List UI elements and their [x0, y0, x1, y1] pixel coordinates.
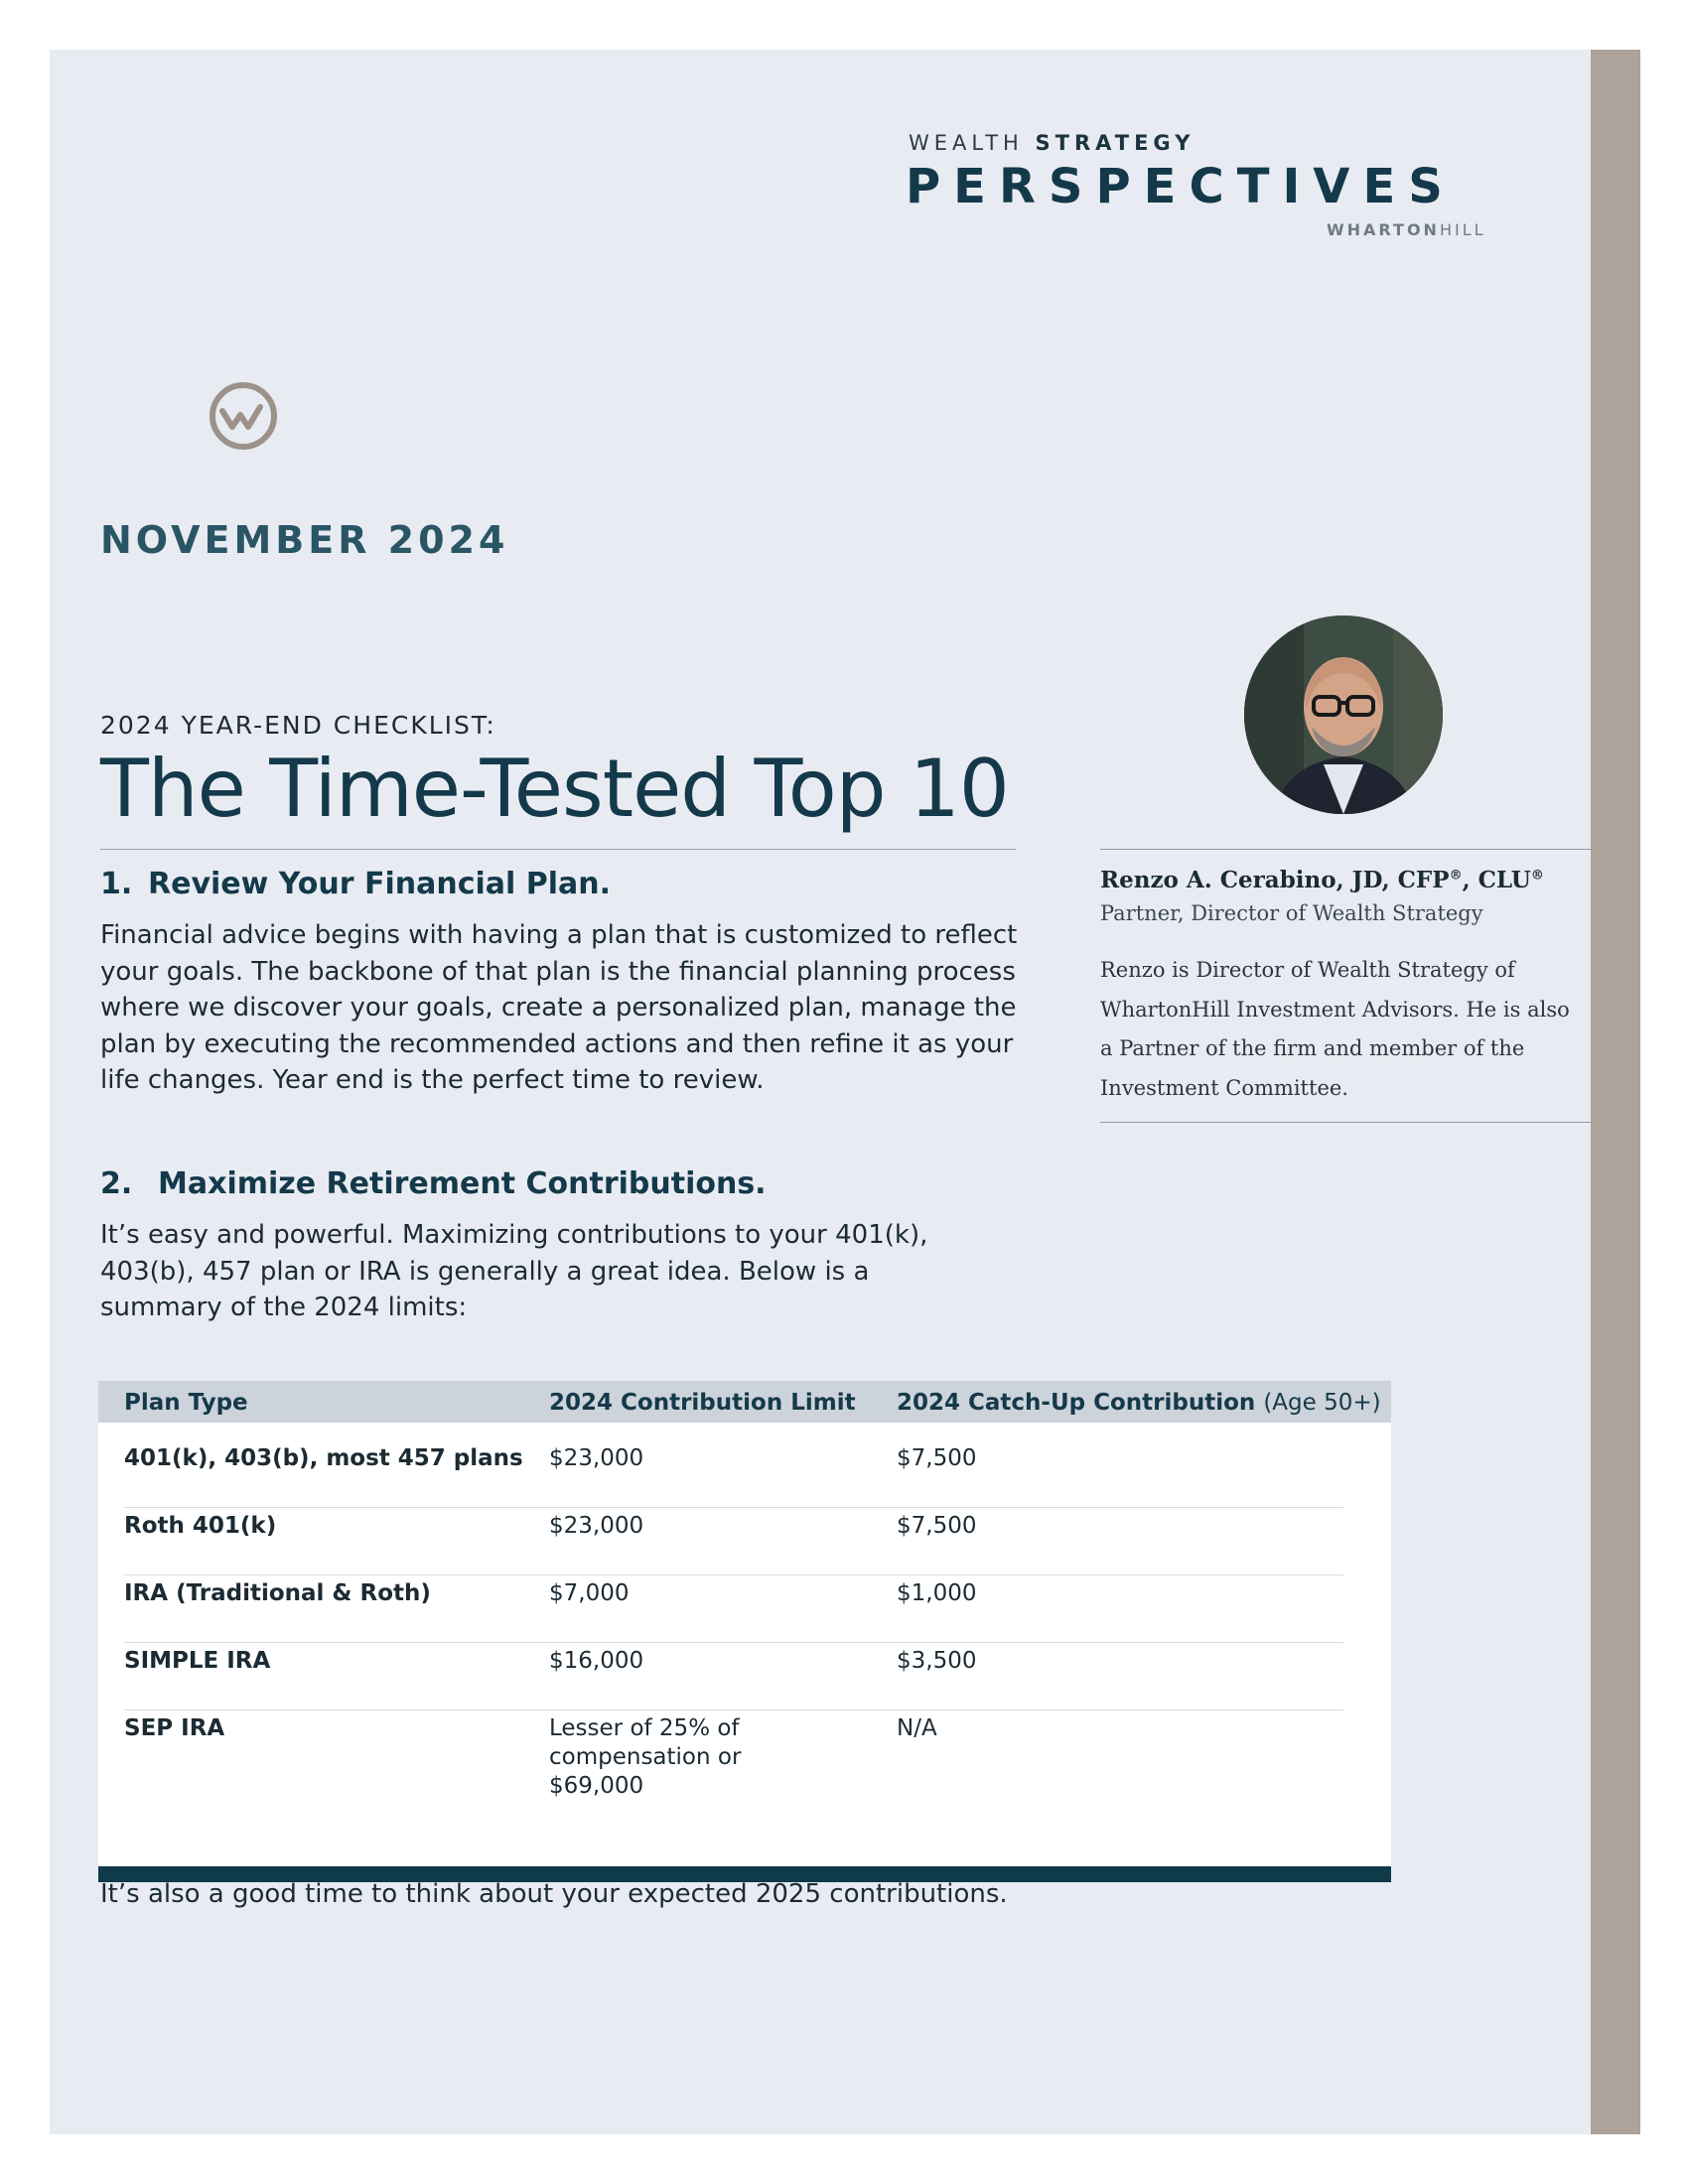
masthead-kicker: [909, 131, 1195, 155]
cell-plan: Roth 401(k): [124, 1513, 277, 1539]
cell-plan: IRA (Traditional & Roth): [124, 1580, 431, 1606]
table-body: [98, 1423, 1391, 1866]
masthead-title: PERSPECTIVES: [906, 159, 1456, 214]
header-catch-up-label: 2024 Catch-Up Contribution: [897, 1390, 1256, 1416]
section-1-heading: [100, 867, 611, 901]
cell-catchup: $7,500: [897, 1445, 977, 1471]
section-1-body: Financial advice begins with having a plan that is customized to reflect your goals. The backbone of that plan is the financial planning process where we discover your goals, create a personalized plan, manage the plan by executing the recommended actions and then refine it as your life changes. Year end is the perfect time to review.: [100, 920, 1018, 1095]
author-role: Partner, Director of Wealth Strategy: [1100, 901, 1483, 925]
cell-catchup: $1,000: [897, 1580, 977, 1606]
header-catch-up-note: (Age 50+): [1263, 1390, 1381, 1416]
masthead-kicker-light: WEALTH: [909, 131, 1024, 155]
table-row: [124, 1423, 1443, 1490]
header-catch-up: [897, 1390, 1381, 1416]
masthead-brand: [1327, 220, 1486, 239]
header-plan-type: Plan Type: [124, 1390, 248, 1416]
section-2-body: It’s easy and powerful. Maximizing contributions to your 401(k), 403(b), 457 plan or IRA is generally a great idea. Below is a summary of the 2024 limits:: [100, 1220, 928, 1322]
author-bottom-rule: [1100, 1122, 1591, 1123]
author-reg-mark-2: ®: [1530, 868, 1544, 884]
whartonhill-w-logo-icon: [209, 381, 278, 451]
table-row: [124, 1625, 1443, 1693]
article-kicker: 2024 YEAR-END CHECKLIST:: [100, 711, 496, 740]
author-name-suffix: , CLU: [1462, 867, 1531, 893]
section-2-number: 2.: [100, 1166, 133, 1201]
author-portrait-icon: [1244, 615, 1443, 814]
author-bio: Renzo is Director of Wealth Strategy of WhartonHill Investment Advisors. He is also a Partner of the firm and member of the Investment Committee.: [1100, 958, 1570, 1100]
masthead-brand-bold: WHARTON: [1327, 220, 1440, 239]
cell-plan: SIMPLE IRA: [124, 1648, 271, 1674]
section-1-number: 1.: [100, 867, 133, 901]
table-row: [124, 1693, 1443, 1832]
author-reg-mark: ®: [1449, 868, 1463, 884]
issue-date: NOVEMBER 2024: [100, 518, 509, 562]
cell-catchup: $7,500: [897, 1513, 977, 1539]
cell-limit: $7,000: [549, 1580, 630, 1606]
side-accent-bar: [1591, 50, 1640, 2134]
closing-text: It’s also a good time to think about your expected 2025 contributions.: [100, 1879, 1008, 1909]
cell-plan: 401(k), 403(b), most 457 plans: [124, 1445, 523, 1471]
header-contribution-limit: 2024 Contribution Limit: [549, 1390, 856, 1416]
table-header: [98, 1381, 1391, 1423]
cell-limit: Lesser of 25% of compensation or $69,000: [549, 1715, 742, 1799]
table-row: [124, 1558, 1443, 1625]
author-photo: [1244, 615, 1443, 814]
cell-catchup: $3,500: [897, 1648, 977, 1674]
masthead-brand-light: HILL: [1439, 220, 1486, 239]
cell-limit: $23,000: [549, 1513, 644, 1539]
section-2-heading: [100, 1166, 767, 1201]
article-title: The Time-Tested Top 10: [100, 743, 1009, 835]
author-top-rule: [1100, 849, 1591, 850]
table-row: [124, 1490, 1443, 1558]
contribution-limits-table: [98, 1381, 1391, 1882]
cell-plan: SEP IRA: [124, 1715, 225, 1741]
section-1-title: Review Your Financial Plan.: [148, 867, 612, 901]
section-2-title: Maximize Retirement Contributions.: [158, 1166, 767, 1201]
masthead-kicker-bold: STRATEGY: [1035, 131, 1196, 155]
author-name-main: Renzo A. Cerabino, JD, CFP: [1100, 867, 1450, 893]
cell-limit: $16,000: [549, 1648, 644, 1674]
author-name: [1100, 867, 1544, 893]
cell-catchup: N/A: [897, 1715, 937, 1741]
title-divider: [100, 849, 1016, 850]
cell-limit: $23,000: [549, 1445, 644, 1471]
